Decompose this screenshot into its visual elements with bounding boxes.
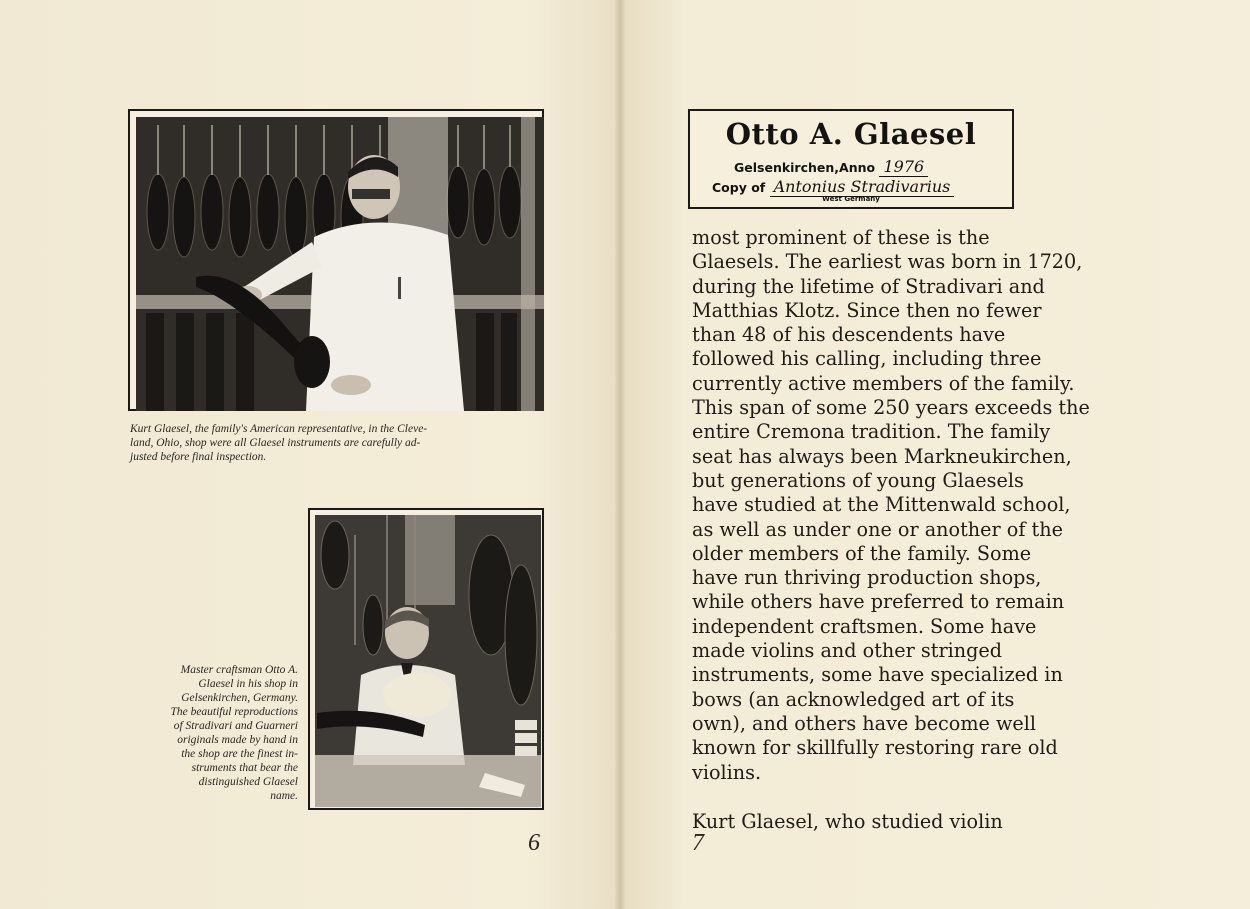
caption-line: Kurt Glaesel, the family's American representative, in the Cleve- xyxy=(130,423,428,435)
body-line: have run thriving production shops, xyxy=(692,566,1042,590)
body-line: known for skillfully restoring rare old xyxy=(692,736,1058,760)
body-line: while others have preferred to remain xyxy=(692,590,1065,614)
body-line: most prominent of these is the xyxy=(692,226,990,249)
caption-line: justed before final inspection. xyxy=(130,451,267,463)
photo-otto-glaesel xyxy=(308,508,544,810)
label-copy-prefix: Copy of xyxy=(712,180,766,195)
caption-line: struments that bear the xyxy=(191,762,298,774)
caption-line: Glaesel in his shop in xyxy=(198,678,298,690)
body-line: bows (an acknowledged art of its xyxy=(692,687,1015,711)
caption-line: distinguished Glaesel xyxy=(198,776,298,788)
caption-line: name. xyxy=(270,790,298,802)
page-number-left: 6 xyxy=(528,830,540,856)
label-country: West Germany xyxy=(822,195,880,203)
page-number-right: 7 xyxy=(692,830,704,856)
body-text xyxy=(692,226,1092,834)
paragraph-gap xyxy=(692,785,1092,810)
body-line: during the lifetime of Stradivari and xyxy=(692,274,1045,298)
body-line: This span of some 250 years exceeds the xyxy=(692,396,1090,420)
body-line: followed his calling, including three xyxy=(692,347,1042,371)
label-copy-of xyxy=(712,177,954,197)
body-line: made violins and other stringed xyxy=(692,639,1003,663)
body-line: older members of the family. Some xyxy=(692,541,1032,565)
caption-line: originals made by hand in xyxy=(177,734,298,746)
body-line: than 48 of his descendents have xyxy=(692,323,1006,347)
body-line: but generations of young Glaesels xyxy=(692,468,1024,492)
label-city: Gelsenkirchen,Anno xyxy=(734,160,876,175)
body-line: own), and others have become well xyxy=(692,711,1037,735)
body-line: independent craftsmen. Some have xyxy=(692,614,1037,638)
caption-line: Master craftsman Otto A. xyxy=(180,664,298,676)
photo-otto-glaesel-image xyxy=(315,515,541,807)
caption-line: Gelsenkirchen, Germany. xyxy=(181,692,298,704)
body-line: instruments, some have specialized in xyxy=(692,663,1063,687)
body-line: have studied at the Mittenwald school, xyxy=(692,493,1071,517)
photo-caption-top xyxy=(130,422,500,464)
body-line: seat has always been Markneukirchen, xyxy=(692,444,1072,468)
label-title: Otto A. Glaesel xyxy=(725,117,977,151)
body-line: currently active members of the family. xyxy=(692,371,1075,395)
book-spine xyxy=(614,0,626,909)
body-line: entire Cremona tradition. The family xyxy=(692,420,1051,444)
body-line: Glaesels. The earliest was born in 1720, xyxy=(692,250,1083,274)
body-line: Matthias Klotz. Since then no fewer xyxy=(692,298,1042,322)
photo-kurt-glaesel xyxy=(128,109,544,411)
photo-caption-bottom xyxy=(140,663,298,803)
body-line: violins. xyxy=(692,760,762,784)
photo-kurt-glaesel-image xyxy=(136,117,544,411)
label-model-handwritten: Antonius Stradivarius xyxy=(770,177,955,197)
caption-line: of Stradivari and Guarneri xyxy=(173,720,298,732)
left-page xyxy=(0,0,620,909)
caption-line: land, Ohio, shop were all Glaesel instruments are carefully ad- xyxy=(130,437,421,449)
caption-line: the shop are the finest in- xyxy=(181,748,298,760)
caption-line: The beautiful reproductions xyxy=(170,706,298,718)
violin-label xyxy=(688,109,1014,209)
body-final-line: Kurt Glaesel, who studied violin xyxy=(692,809,1003,833)
label-year-handwritten: 1976 xyxy=(879,157,928,177)
body-line: as well as under one or another of the xyxy=(692,517,1063,541)
label-city-year xyxy=(734,157,928,177)
